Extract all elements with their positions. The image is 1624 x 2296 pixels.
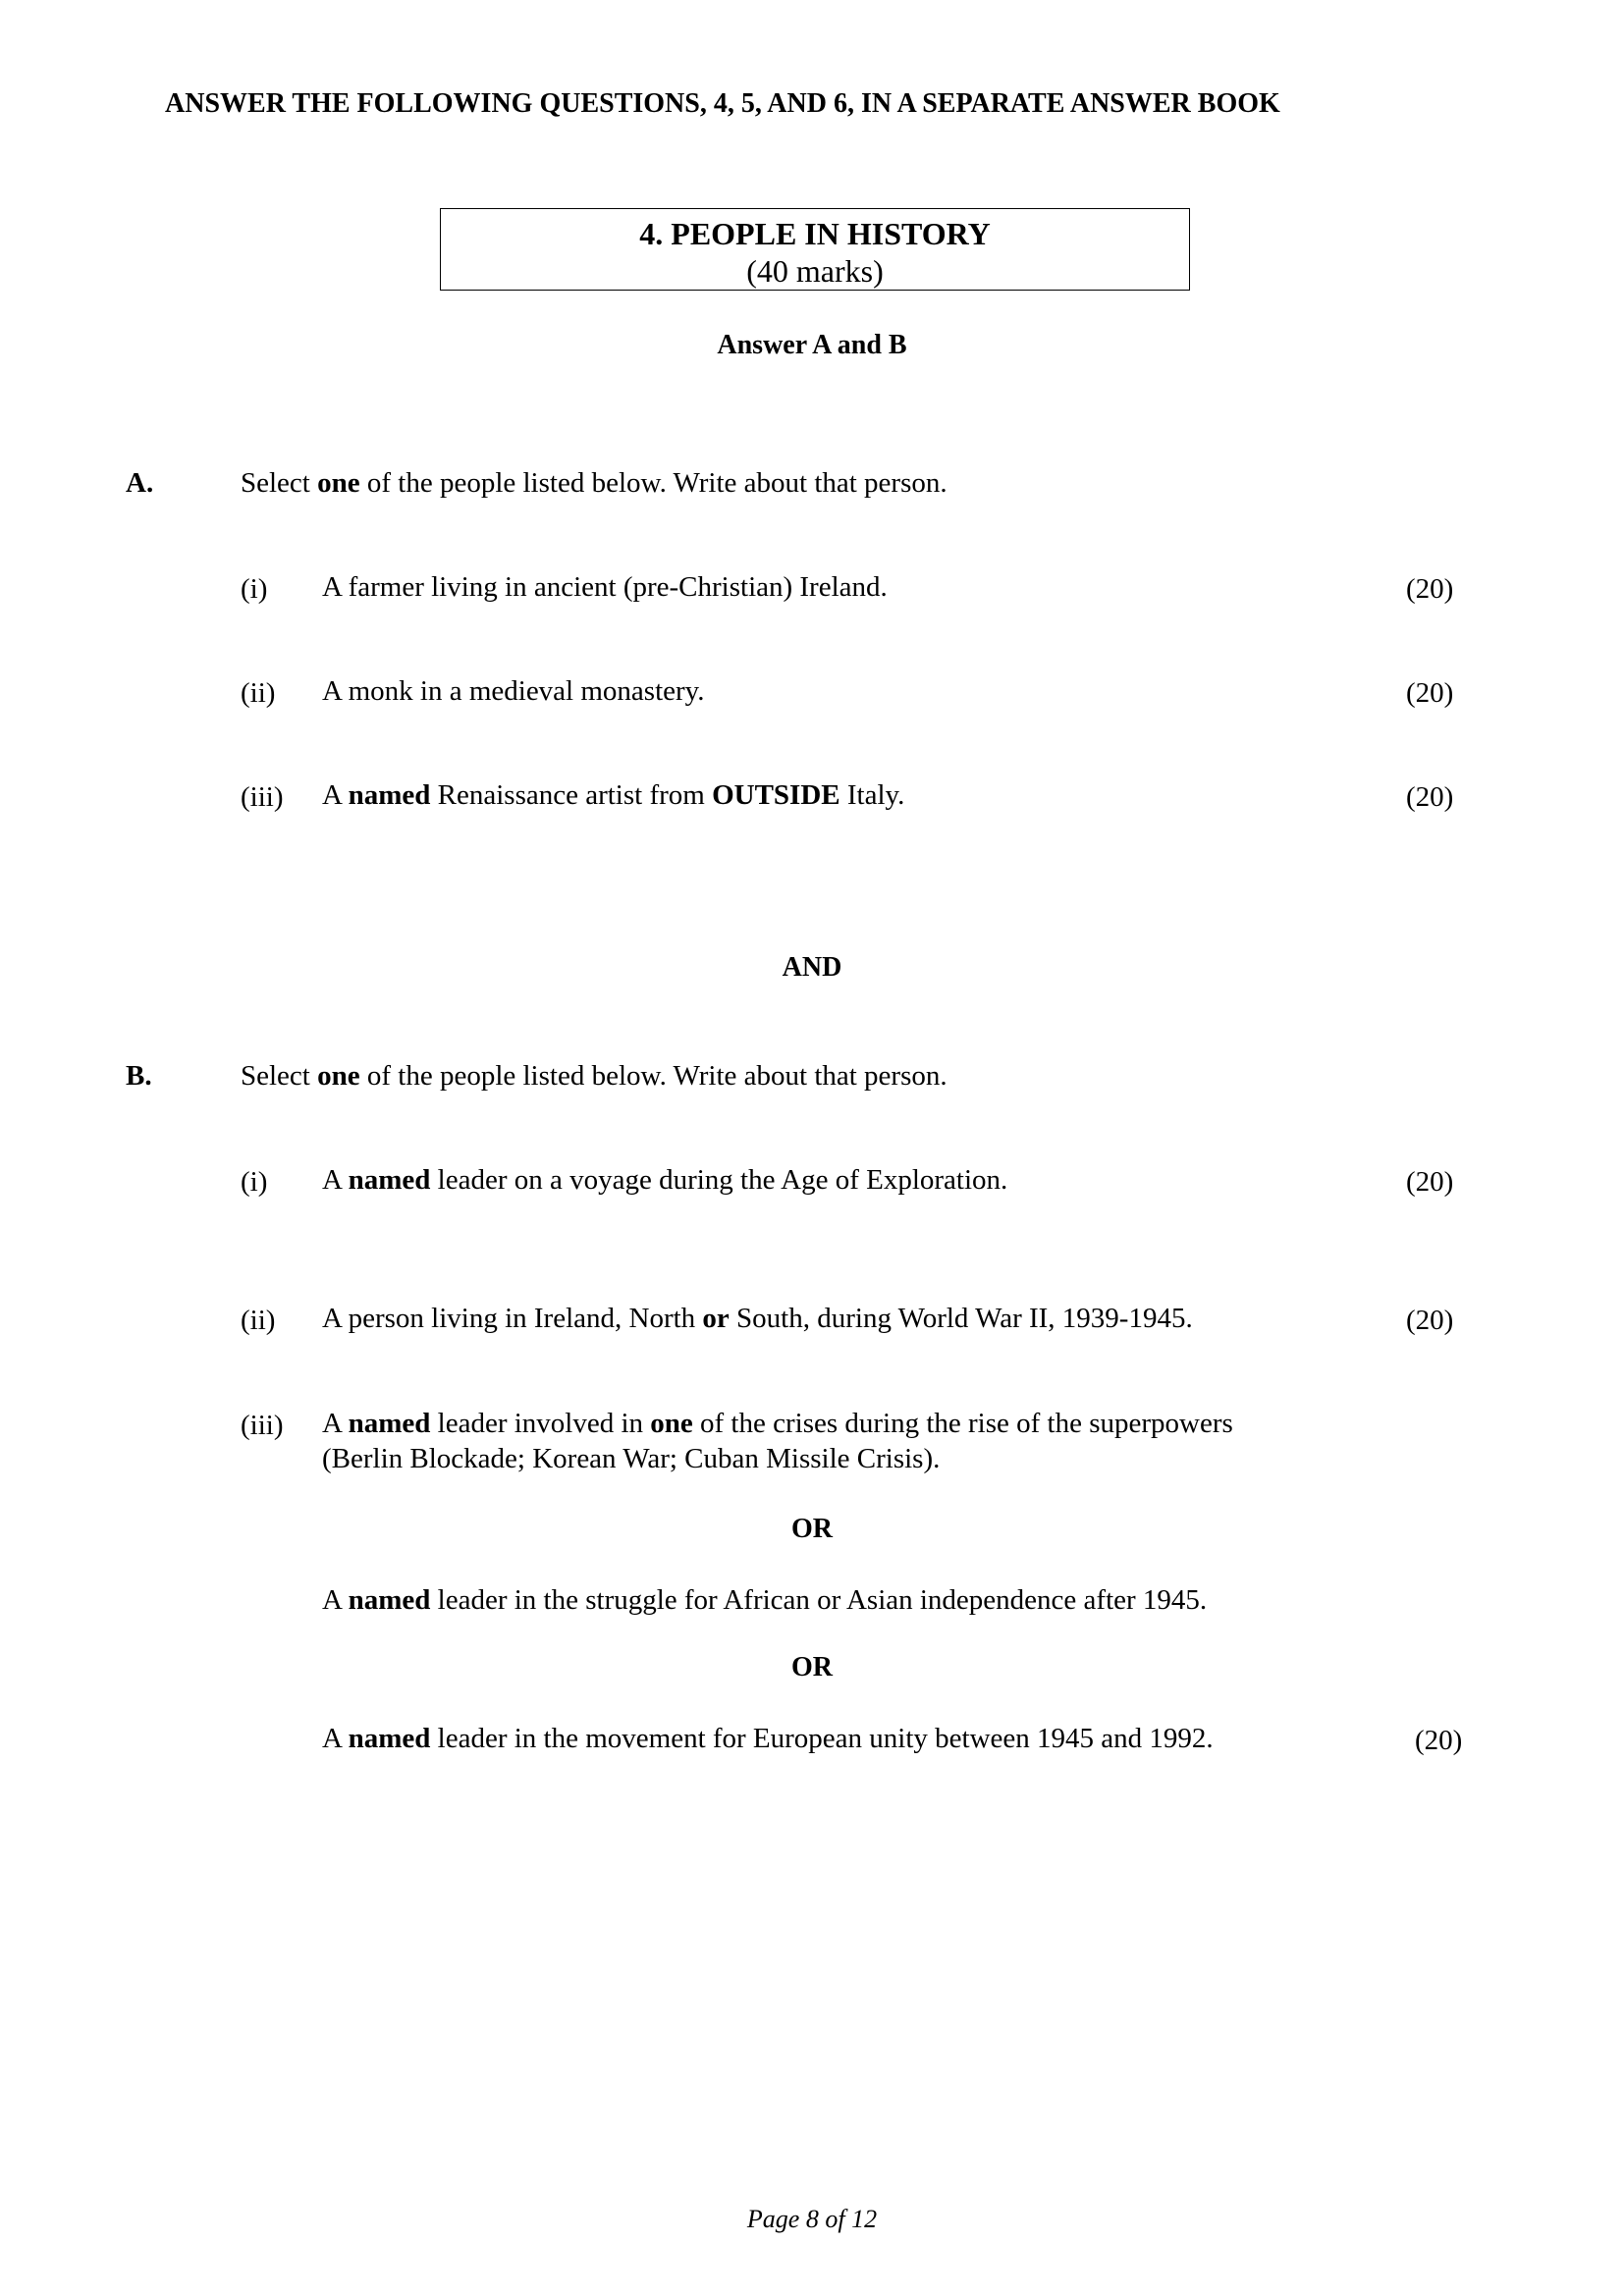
question-title: 4. PEOPLE IN HISTORY	[639, 216, 991, 251]
section-b-intro: Select one of the people listed below. Write about that person.	[241, 1060, 947, 1092]
section-b-item-3-line-1: A named leader involved in one of the crises during the rise of the superpowers	[322, 1408, 1233, 1439]
section-b-item-3-number: (iii)	[241, 1410, 284, 1441]
section-a-item-2-number: (ii)	[241, 677, 276, 709]
or-separator-2: OR	[791, 1652, 833, 1682]
section-a-item-2-text: A monk in a medieval monastery.	[322, 675, 705, 707]
answer-instruction: Answer A and B	[717, 330, 907, 360]
section-b-item-2-number: (ii)	[241, 1305, 276, 1336]
section-a-item-1-number: (i)	[241, 573, 268, 605]
page-number-footer: Page 8 of 12	[746, 2205, 878, 2233]
section-b-item-1-number: (i)	[241, 1166, 268, 1198]
section-a-item-1-mark: (20)	[1406, 573, 1454, 605]
section-a-item-1-text: A farmer living in ancient (pre-Christian) Ireland.	[322, 571, 888, 603]
section-b-item-2-text: A person living in Ireland, North or South, during World War II, 1939-1945.	[322, 1303, 1193, 1334]
section-b-item-3-alternative-1: A named leader in the struggle for African or Asian independence after 1945.	[322, 1584, 1208, 1616]
section-b-item-3-alternative-2: A named leader in the movement for European unity between 1945 and 1992.	[322, 1723, 1214, 1754]
section-b-item-3-line-2: (Berlin Blockade; Korean War; Cuban Missile Crisis).	[322, 1443, 941, 1474]
section-a-item-3-text: A named Renaissance artist from OUTSIDE Italy.	[322, 779, 905, 811]
section-b-item-1-text: A named leader on a voyage during the Age of Exploration.	[322, 1164, 1008, 1196]
section-b-item-2-mark: (20)	[1406, 1305, 1454, 1336]
exam-instruction: ANSWER THE FOLLOWING QUESTIONS, 4, 5, AND 6, IN A SEPARATE ANSWER BOOK	[165, 88, 1280, 119]
section-a-item-3-mark: (20)	[1406, 781, 1454, 813]
section-a-intro: Select one of the people listed below. Write about that person.	[241, 467, 947, 499]
or-separator-1: OR	[791, 1514, 833, 1544]
and-separator: AND	[782, 952, 842, 983]
section-a-letter: A.	[126, 467, 154, 499]
section-b-item-3-mark: (20)	[1415, 1725, 1463, 1756]
section-b-item-3-text	[322, 1406, 1233, 1476]
question-title-box	[440, 208, 1190, 291]
section-a-item-2-mark: (20)	[1406, 677, 1454, 709]
section-b-letter: B.	[126, 1060, 152, 1092]
section-b-item-1-mark: (20)	[1406, 1166, 1454, 1198]
section-a-item-3-number: (iii)	[241, 781, 284, 813]
question-marks: (40 marks)	[746, 253, 884, 289]
